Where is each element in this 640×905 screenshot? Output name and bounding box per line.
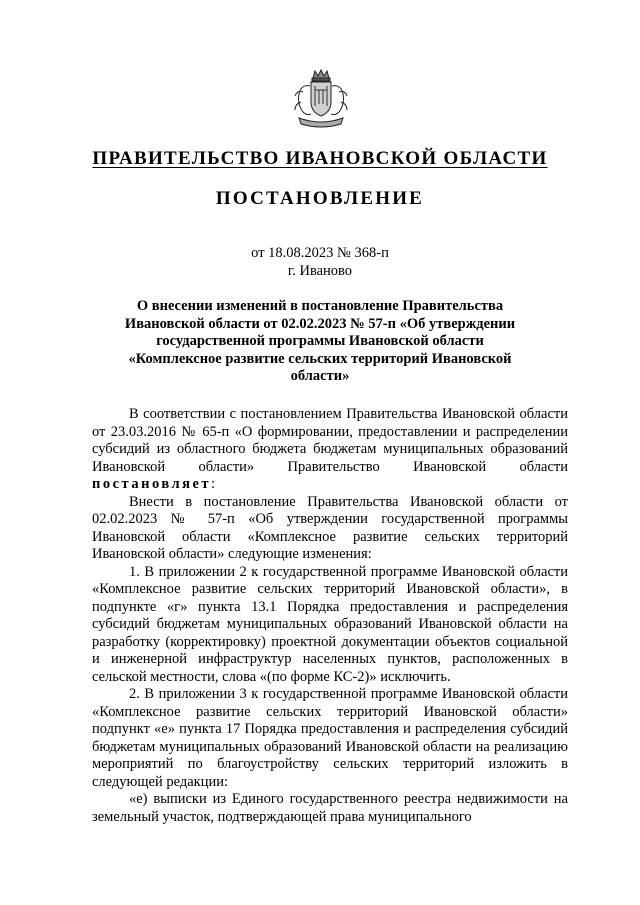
paragraph-item-e: «е) выписки из Единого государственного реестра недвижимости на земельный участок, подтверждающей права муниципального [92, 791, 568, 825]
organization-name [0, 148, 640, 170]
paragraph-amend: Внести в постановление Правительства Ивановской области от 02.02.2023 № 57-п «Об утверждении государственной программы Ивановской области «Комплексное развитие сельских территорий Ивановской области» следующие изменения: [92, 493, 568, 562]
coat-of-arms-icon [291, 68, 351, 130]
preamble-end: : [211, 476, 216, 492]
city: г. Иваново [287, 263, 353, 279]
resolves-word: постановляет [92, 476, 212, 492]
document-meta [0, 244, 640, 280]
paragraph-item-1: 1. В приложении 2 к государственной программе Ивановской области «Комплексное развитие сельских территорий Ивановской области», в подпункте «г» пункта 13.1 Порядка предоставления и распределения субсидий бюджетам муниципальных образований Ивановской области на разработку (корректировку) проектной документации объектов социальной и инженерной инфраструктур населенных пунктов, расположенных в сельской местности, слова «(по форме КС-2)» исключить. [92, 563, 568, 685]
date-number: от 18.08.2023 № 368-п [251, 245, 389, 261]
paragraph-item-2: 2. В приложении 3 к государственной программе Ивановской области «Комплексное развитие сельских территорий Ивановской области» подпункт «е» пункта 17 Порядка предоставления и распределения субсидий бюджетам муниципальных образований Ивановской области на реализацию мероприятий по благоустройству сельских территорий изложить в следующей редакции: [92, 686, 568, 790]
document-type: ПОСТАНОВЛЕНИЕ [215, 188, 425, 209]
document-body [92, 406, 568, 826]
paragraph-preamble [92, 406, 568, 494]
organization-name-text: ПРАВИТЕЛЬСТВО ИВАНОВСКОЙ ОБЛАСТИ [92, 148, 548, 169]
document-title: О внесении изменений в постановление Правительства Ивановской области от 02.02.2023 № 57-п «Об утверждении государственной программы Ивановской области «Комплексное развитие сельских территорий Ивановской области» [124, 298, 516, 384]
preamble-text: В соответствии с постановлением Правительства Ивановской области от 23.03.2016 № 65-п «О формировании, предоставлении и распределении субсидий из областного бюджета бюджетам муниципальных образований Ивановской области» Правительство Ивановской области [92, 406, 568, 475]
